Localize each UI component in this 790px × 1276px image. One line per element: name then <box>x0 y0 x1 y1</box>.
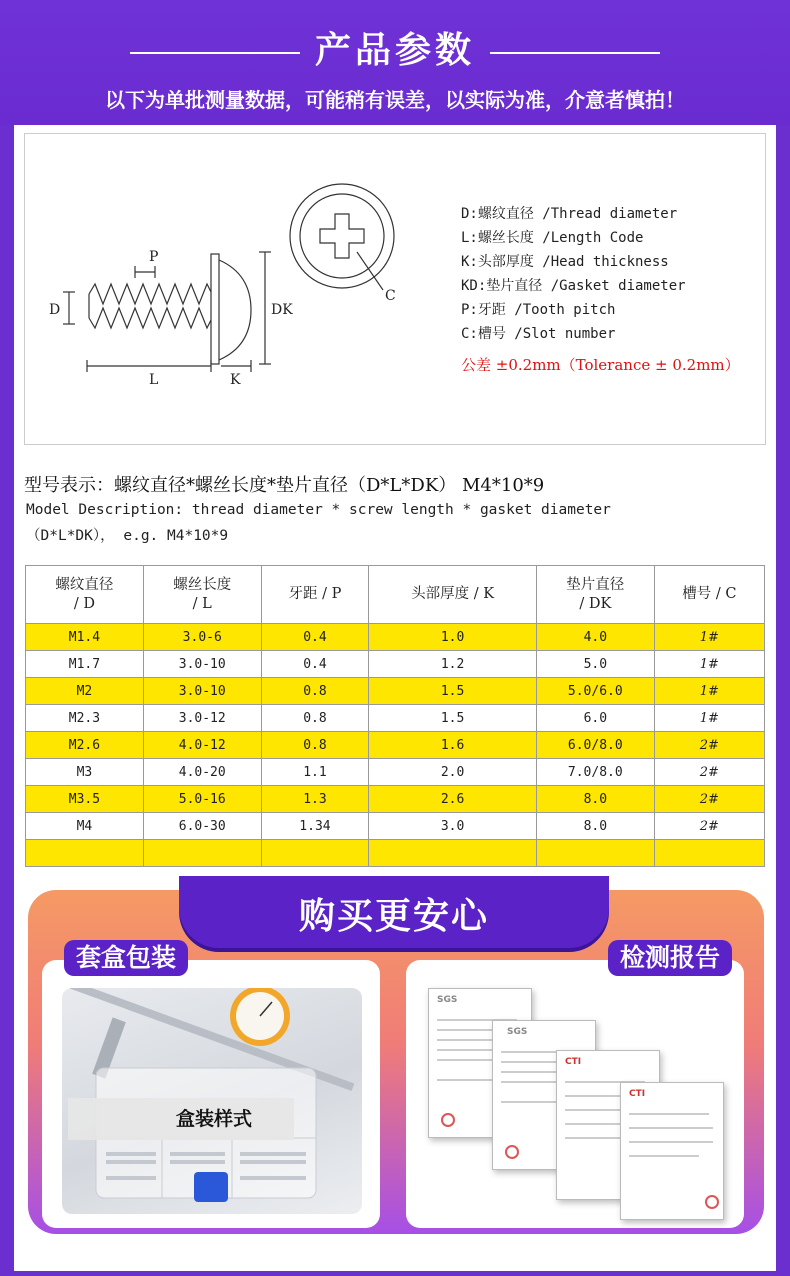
legend-item: KD:垫片直径 /Gasket diameter <box>461 278 686 294</box>
col-header-l: 螺丝长度 / L <box>143 566 261 624</box>
sgs-logo: SGS <box>437 995 458 1005</box>
assurance-banner <box>179 876 609 948</box>
legend-item: D:螺纹直径 /Thread diameter <box>461 206 678 222</box>
table-row <box>26 786 765 813</box>
table-row <box>26 624 765 651</box>
label-c: C <box>385 288 396 304</box>
table-cell: 1# <box>654 705 764 732</box>
packaging-card <box>42 943 380 1228</box>
table-cell: 5.0-16 <box>143 786 261 813</box>
table-cell: M2 <box>26 678 144 705</box>
page-subtitle: 以下为单批测量数据，可能稍有误差，以实际为准，介意者慎拍！ <box>105 88 685 112</box>
legend-item: C:槽号 /Slot number <box>461 326 616 342</box>
table-cell <box>26 840 144 867</box>
table-cell: 2.6 <box>369 786 537 813</box>
table-cell: 2.0 <box>369 759 537 786</box>
table-cell: M3.5 <box>26 786 144 813</box>
model-description-en <box>26 497 726 549</box>
table-cell: 3.0-10 <box>143 678 261 705</box>
table-cell: 1.3 <box>261 786 369 813</box>
cti-logo: CTI <box>629 1089 646 1099</box>
table-header-row <box>26 566 765 624</box>
assurance-section <box>14 870 776 1260</box>
table-cell: 1.2 <box>369 651 537 678</box>
table-cell: 4.0-12 <box>143 732 261 759</box>
model-description-cn: 型号表示：螺纹直径*螺丝长度*垫片直径（D*L*DK） M4*10*9 <box>24 475 545 496</box>
table-cell: 3.0 <box>369 813 537 840</box>
screw-diagram <box>24 133 766 445</box>
packaging-photo <box>62 988 362 1214</box>
model-en-line: （D*L*DK）， e.g. M4*10*9 <box>26 528 229 544</box>
label-l: L <box>149 372 159 388</box>
table-cell: 0.4 <box>261 624 369 651</box>
table-cell: 1.5 <box>369 705 537 732</box>
table-cell: M1.7 <box>26 651 144 678</box>
table-row <box>26 759 765 786</box>
table-cell: 4.0 <box>536 624 654 651</box>
table-cell <box>536 840 654 867</box>
table-cell: 0.8 <box>261 678 369 705</box>
table-cell: 6.0/8.0 <box>536 732 654 759</box>
table-cell: 2# <box>654 732 764 759</box>
table-cell: 5.0/6.0 <box>536 678 654 705</box>
model-en-line: Model Description: thread diameter * screw length * gasket diameter <box>26 502 611 518</box>
table-cell: M2.3 <box>26 705 144 732</box>
table-cell: M4 <box>26 813 144 840</box>
assurance-title: 购买更安心 <box>298 896 489 937</box>
table-cell: 2# <box>654 786 764 813</box>
table-cell: 1.0 <box>369 624 537 651</box>
table-cell: 1.34 <box>261 813 369 840</box>
table-cell: 6.0 <box>536 705 654 732</box>
table-cell <box>143 840 261 867</box>
spec-table <box>25 565 765 867</box>
table-cell: 0.4 <box>261 651 369 678</box>
table-cell: 2# <box>654 759 764 786</box>
table-cell: 8.0 <box>536 786 654 813</box>
label-k: K <box>230 372 241 388</box>
table-cell: 7.0/8.0 <box>536 759 654 786</box>
col-header-dk: 垫片直径 / DK <box>536 566 654 624</box>
table-cell: 3.0-12 <box>143 705 261 732</box>
table-cell: 2# <box>654 813 764 840</box>
cti-logo: CTI <box>565 1057 582 1067</box>
table-cell: 1# <box>654 624 764 651</box>
report-badge: 检测报告 <box>608 940 732 976</box>
table-cell: 0.8 <box>261 732 369 759</box>
table-cell: 4.0-20 <box>143 759 261 786</box>
col-header-c: 槽号 / C <box>654 566 764 624</box>
table-row <box>26 705 765 732</box>
sgs-logo: SGS <box>507 1027 528 1037</box>
label-d: D <box>49 302 61 318</box>
legend-item: K:头部厚度 /Head thickness <box>461 254 669 270</box>
legend-item: P:牙距 /Tooth pitch <box>461 302 616 318</box>
table-cell: 1# <box>654 651 764 678</box>
header-banner <box>0 0 790 125</box>
table-row <box>26 732 765 759</box>
table-cell: 6.0-30 <box>143 813 261 840</box>
table-cell: M3 <box>26 759 144 786</box>
table-row <box>26 840 765 867</box>
packaging-badge: 套盒包装 <box>64 940 188 976</box>
label-dk: DK <box>271 302 293 318</box>
packaging-caption: 盒装样式 <box>176 1108 253 1130</box>
table-row <box>26 678 765 705</box>
table-cell: 1.5 <box>369 678 537 705</box>
label-p: P <box>149 249 159 265</box>
table-cell: 1.6 <box>369 732 537 759</box>
col-header-k: 头部厚度 / K <box>369 566 537 624</box>
table-row <box>26 651 765 678</box>
table-cell: 1# <box>654 678 764 705</box>
col-header-d: 螺纹直径 / D <box>26 566 144 624</box>
table-cell: 3.0-10 <box>143 651 261 678</box>
table-cell <box>261 840 369 867</box>
report-card <box>406 943 744 1228</box>
table-cell: 0.8 <box>261 705 369 732</box>
table-cell: 5.0 <box>536 651 654 678</box>
table-cell: M2.6 <box>26 732 144 759</box>
page-title: 产品参数 <box>314 30 475 71</box>
table-cell: 1.1 <box>261 759 369 786</box>
table-cell <box>369 840 537 867</box>
table-cell: 3.0-6 <box>143 624 261 651</box>
col-header-p: 牙距 / P <box>261 566 369 624</box>
title-divider-right <box>490 52 660 54</box>
tolerance-note: 公差 ±0.2mm（Tolerance ± 0.2mm） <box>461 356 740 374</box>
legend-item: L:螺丝长度 /Length Code <box>461 230 644 246</box>
table-cell: 8.0 <box>536 813 654 840</box>
report-document <box>620 1082 724 1220</box>
table-row <box>26 813 765 840</box>
table-cell <box>654 840 764 867</box>
table-cell: M1.4 <box>26 624 144 651</box>
dimension-legend <box>461 202 686 346</box>
report-documents <box>422 984 732 1220</box>
